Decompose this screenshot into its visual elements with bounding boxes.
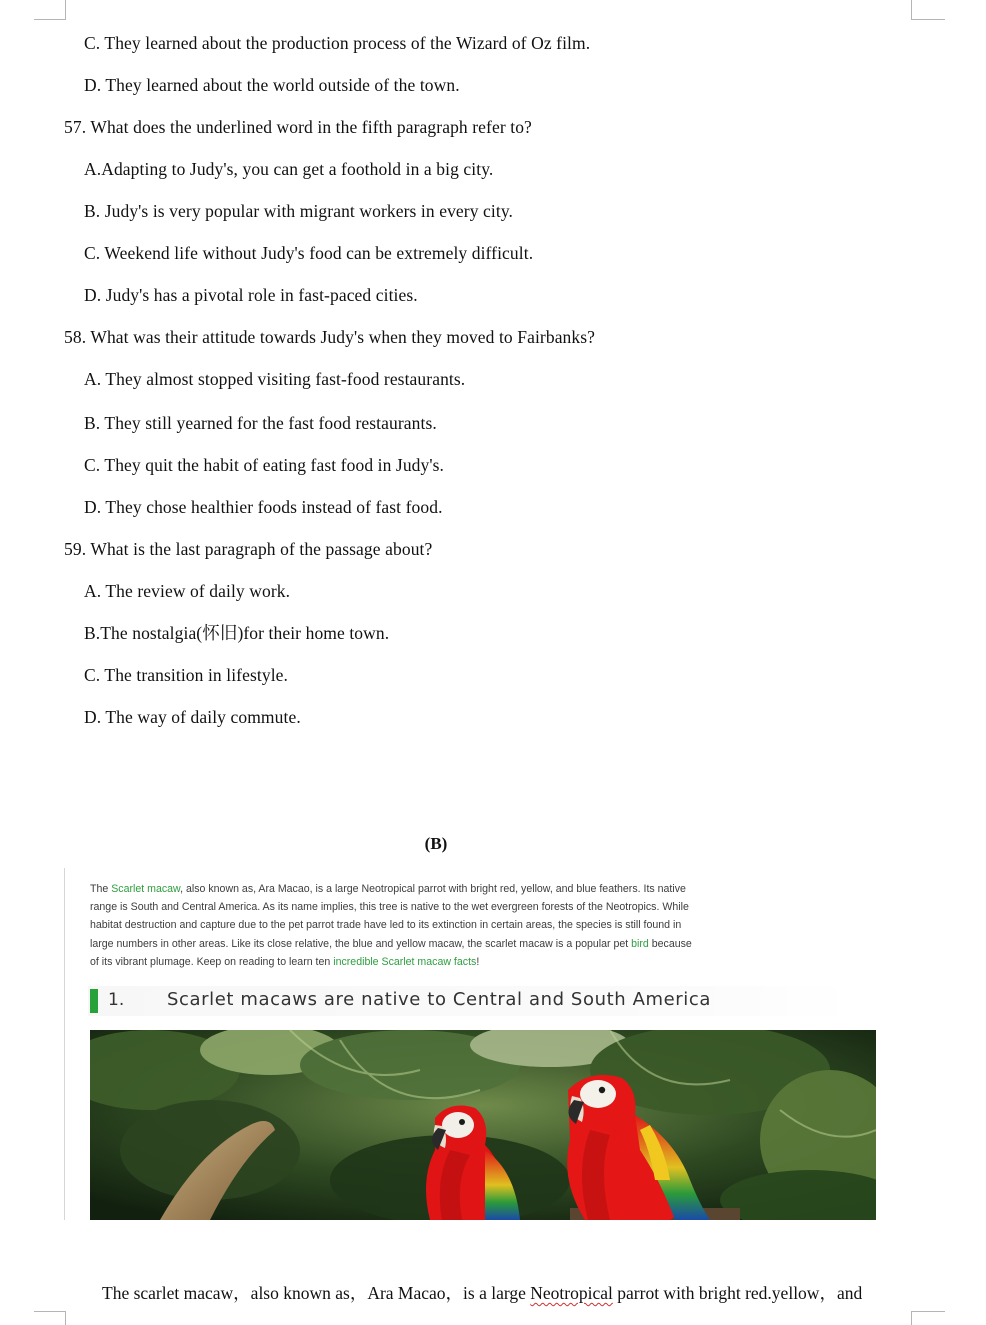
intro-line-2: range is South and Central America. As its name implies, this tree is native to the wet evergreen forests of the Neotropics. While xyxy=(90,901,689,914)
q58-option-b: B. They still yearned for the fast food restaurants. xyxy=(84,413,437,433)
macaw-photo xyxy=(90,1030,876,1220)
intro-line-4: large numbers in other areas. Like its close relative, the blue and yellow macaw, the scarlet macaw is a popular pet bird because xyxy=(90,937,692,950)
spellcheck-word: Neotropical xyxy=(530,1283,613,1303)
crop-mark-bottom-right xyxy=(911,1311,945,1325)
q58-option-d: D. They chose healthier foods instead of fast food. xyxy=(84,497,443,517)
q59-option-c: C. The transition in lifestyle. xyxy=(84,665,288,685)
q58-option-a: A. They almost stopped visiting fast-food restaurants. xyxy=(84,369,466,389)
embedded-article xyxy=(64,868,886,1220)
q58-option-c: C. They quit the habit of eating fast food in Judy's. xyxy=(84,455,445,475)
embed-left-rule xyxy=(64,868,65,1220)
intro-line-5: of its vibrant plumage. Keep on reading to learn ten incredible Scarlet macaw facts! xyxy=(90,955,480,968)
scarlet-macaw-link[interactable]: Scarlet macaw xyxy=(111,883,181,895)
crop-mark-bottom-left xyxy=(34,1311,66,1325)
q56-option-d: D. They learned about the world outside of the town. xyxy=(84,75,460,95)
crop-mark-top-right xyxy=(911,0,945,20)
q59-stem: 59. What is the last paragraph of the passage about? xyxy=(64,539,433,559)
crop-mark-top-left xyxy=(34,0,66,20)
q58-stem: 58. What was their attitude towards Judy's when they moved to Fairbanks? xyxy=(64,327,596,347)
q59-option-b: B.The nostalgia(怀旧)for their home town. xyxy=(84,623,390,643)
q59-option-a: A. The review of daily work. xyxy=(84,581,291,601)
macaw-illustration xyxy=(90,1030,876,1220)
intro-line-1: The Scarlet macaw, also known as, Ara Macao, is a large Neotropical parrot with bright red, yellow, and blue feathers. Its native xyxy=(90,883,686,895)
macaw-facts-link[interactable]: incredible Scarlet macaw facts xyxy=(333,955,477,968)
section-b-title: (B) xyxy=(424,834,448,853)
q57-stem: 57. What does the underlined word in the fifth paragraph refer to? xyxy=(64,117,532,137)
fact-heading xyxy=(88,986,850,1016)
q57-option-d: D. Judy's has a pivotal role in fast-paced cities. xyxy=(84,285,418,305)
q57-option-c: C. Weekend life without Judy's food can be extremely difficult. xyxy=(84,243,534,263)
heading-accent-bar xyxy=(90,989,98,1013)
q56-option-c: C. They learned about the production process of the Wizard of Oz film. xyxy=(84,33,591,53)
heading-text: Scarlet macaws are native to Central and South America xyxy=(167,989,712,1010)
article-intro xyxy=(90,880,880,971)
heading-number: 1. xyxy=(108,990,125,1010)
intro-line-3: habitat destruction and capture due to the pet parrot trade have led to its extinction in certain areas, the species is still found in xyxy=(90,919,682,932)
passage-first-line: The scarlet macaw，also known as，Ara Macao，is a large Neotropical parrot with bright red.yellow，and xyxy=(102,1283,863,1303)
bird-link[interactable]: bird xyxy=(631,937,649,950)
q57-option-b: B. Judy's is very popular with migrant workers in every city. xyxy=(84,201,514,221)
q59-option-d: D. The way of daily commute. xyxy=(84,707,301,727)
q57-option-a: A.Adapting to Judy's, you can get a foothold in a big city. xyxy=(84,159,494,179)
